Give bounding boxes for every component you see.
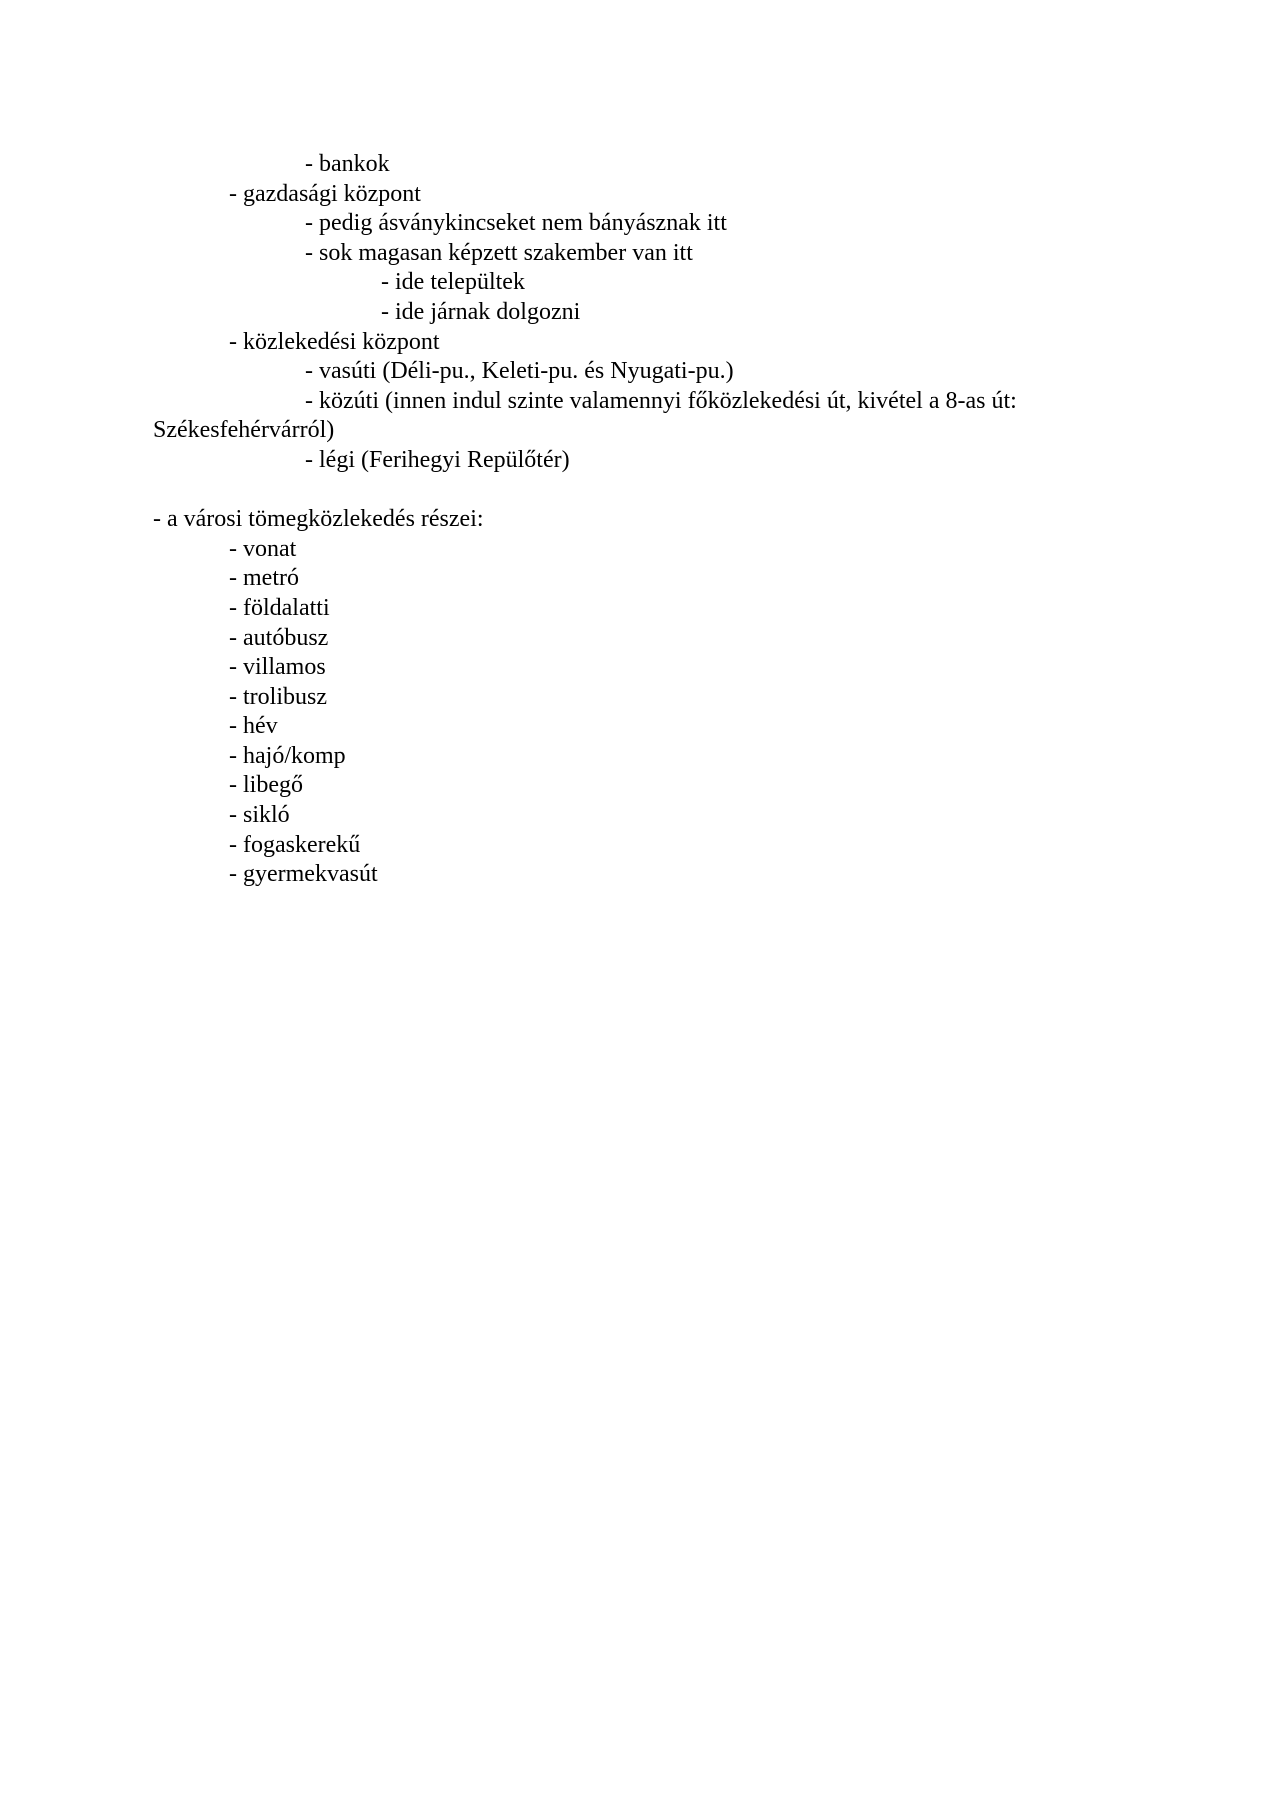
text-line: - bankok [305, 151, 390, 177]
text-line: Székesfehérvárról) [153, 417, 335, 444]
list-item: - autóbusz [229, 624, 329, 651]
text-line: - vasúti (Déli-pu., Keleti-pu. és Nyugati-pu.) [305, 358, 734, 385]
list-item: - metró [229, 565, 299, 592]
text-line: - közlekedési központ [229, 328, 440, 355]
text-line: - a városi tömegközlekedés részei: [153, 506, 484, 533]
list-item: - hév [229, 713, 278, 740]
text-line: - pedig ásványkincseket nem bányásznak itt [305, 210, 727, 237]
list-item: - hajó/komp [229, 742, 346, 769]
list-item: - villamos [229, 654, 326, 681]
paragraph-gap [153, 476, 1113, 506]
list-item: - libegő [229, 772, 303, 799]
text-line: - sok magasan képzett szakember van itt [305, 239, 693, 266]
list-item: - gyermekvasút [229, 861, 378, 888]
list-item: - trolibusz [229, 683, 327, 710]
text-line: - ide települtek [381, 269, 525, 296]
text-line: - légi (Ferihegyi Repülőtér) [305, 446, 570, 473]
list-item: - fogaskerekű [229, 831, 361, 858]
text-line: - közúti (innen indul szinte valamennyi főközlekedési út, kivétel a 8-as út: [305, 387, 1017, 414]
list-item: - vonat [229, 535, 297, 562]
list-item: - földalatti [229, 594, 330, 621]
text-line: - ide járnak dolgozni [381, 298, 581, 325]
text-line: - gazdasági központ [229, 180, 421, 207]
list-item: - sikló [229, 802, 290, 829]
document-body [153, 150, 1113, 890]
